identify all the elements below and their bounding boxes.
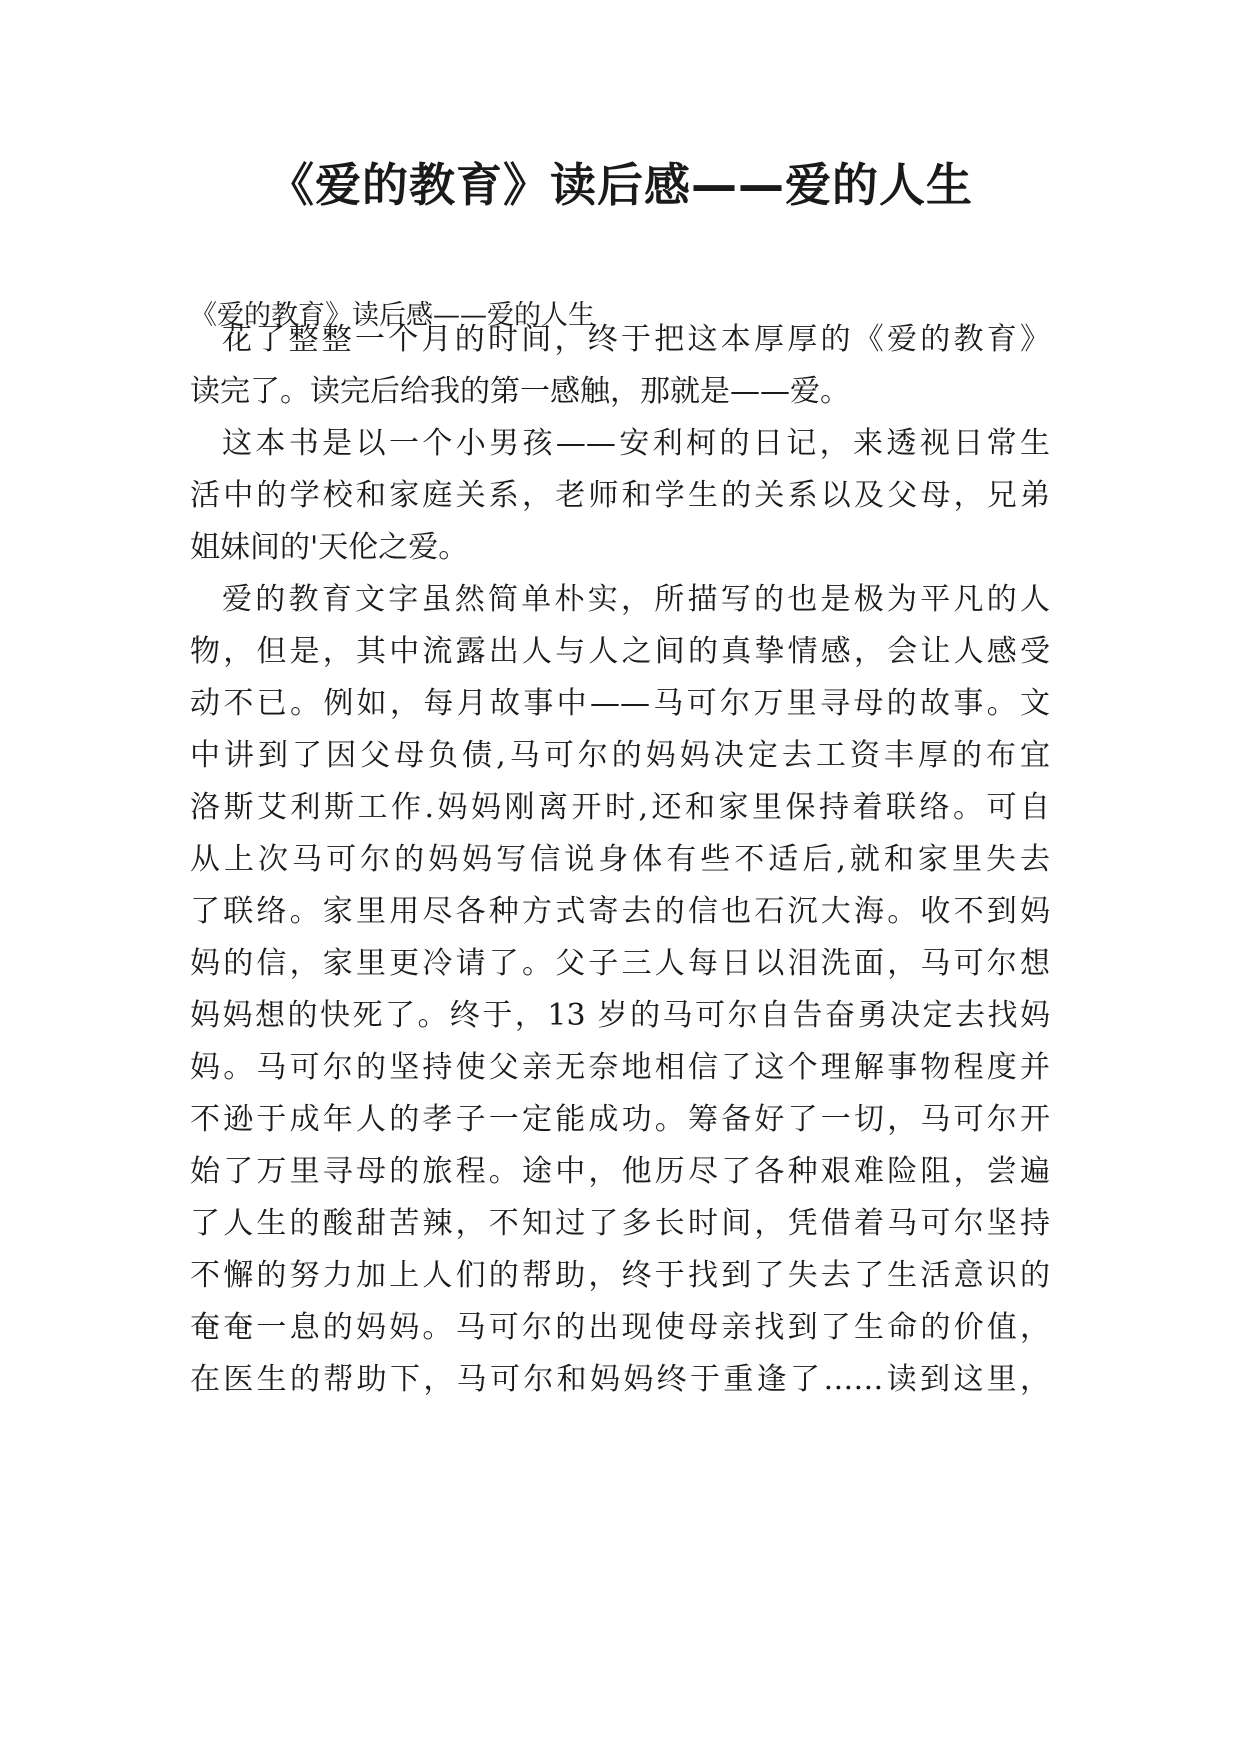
page-title: 《爱的教育》读后感——爱的人生 bbox=[268, 158, 973, 212]
paragraph-3-line-14: 不懈的努力加上人们的帮助，终于找到了失去了生活意识的 bbox=[190, 1258, 1050, 1293]
paragraph-1-line-2: 读完了。读完后给我的第一感触，那就是——爱。 bbox=[190, 374, 850, 409]
paragraph-3-line-3: 动不已。例如，每月故事中——马可尔万里寻母的故事。文 bbox=[190, 686, 1050, 721]
paragraph-3-line-13: 了人生的酸甜苦辣，不知过了多长时间，凭借着马可尔坚持 bbox=[190, 1206, 1050, 1241]
paragraph-3-line-11: 不逊于成年人的孝子一定能成功。筹备好了一切，马可尔开 bbox=[190, 1102, 1050, 1137]
paragraph-2-line-3: 姐妹间的'天伦之爱。 bbox=[190, 530, 469, 565]
paragraph-3-line-10: 妈。马可尔的坚持使父亲无奈地相信了这个理解事物程度并 bbox=[190, 1050, 1050, 1085]
paragraph-3-line-1: 爱的教育文字虽然简单朴实，所描写的也是极为平凡的人 bbox=[222, 582, 1050, 617]
paragraph-3-line-12: 始了万里寻母的旅程。途中，他历尽了各种艰难险阻，尝遍 bbox=[190, 1154, 1050, 1189]
paragraph-1-line-1: 花了整整一个月的时间，终于把这本厚厚的《爱的教育》 bbox=[222, 322, 1050, 357]
paragraph-3-line-4: 中讲到了因父母负债,马可尔的妈妈决定去工资丰厚的布宜 bbox=[190, 738, 1050, 773]
paragraph-3-line-5: 洛斯艾利斯工作.妈妈刚离开时,还和家里保持着联络。可自 bbox=[190, 790, 1050, 825]
paragraph-3-line-6: 从上次马可尔的妈妈写信说身体有些不适后,就和家里失去 bbox=[190, 842, 1050, 877]
article-subtitle: 《爱的教育》读后感——爱的人生 bbox=[190, 300, 595, 331]
paragraph-3-line-8: 妈的信，家里更冷请了。父子三人每日以泪洗面，马可尔想 bbox=[190, 946, 1050, 981]
paragraph-3-line-9: 妈妈想的快死了。终于，13 岁的马可尔自告奋勇决定去找妈 bbox=[190, 998, 1050, 1033]
paragraph-3-line-15: 奄奄一息的妈妈。马可尔的出现使母亲找到了生命的价值， bbox=[190, 1310, 1050, 1345]
paragraph-2-line-2: 活中的学校和家庭关系，老师和学生的关系以及父母，兄弟 bbox=[190, 478, 1050, 513]
paragraph-3-line-2: 物，但是，其中流露出人与人之间的真挚情感，会让人感受 bbox=[190, 634, 1050, 669]
paragraph-2-line-1: 这本书是以一个小男孩——安利柯的日记，来透视日常生 bbox=[222, 426, 1050, 461]
paragraph-3-line-7: 了联络。家里用尽各种方式寄去的信也石沉大海。收不到妈 bbox=[190, 894, 1050, 929]
paragraph-3-line-16: 在医生的帮助下，马可尔和妈妈终于重逢了……读到这里， bbox=[190, 1362, 1050, 1397]
